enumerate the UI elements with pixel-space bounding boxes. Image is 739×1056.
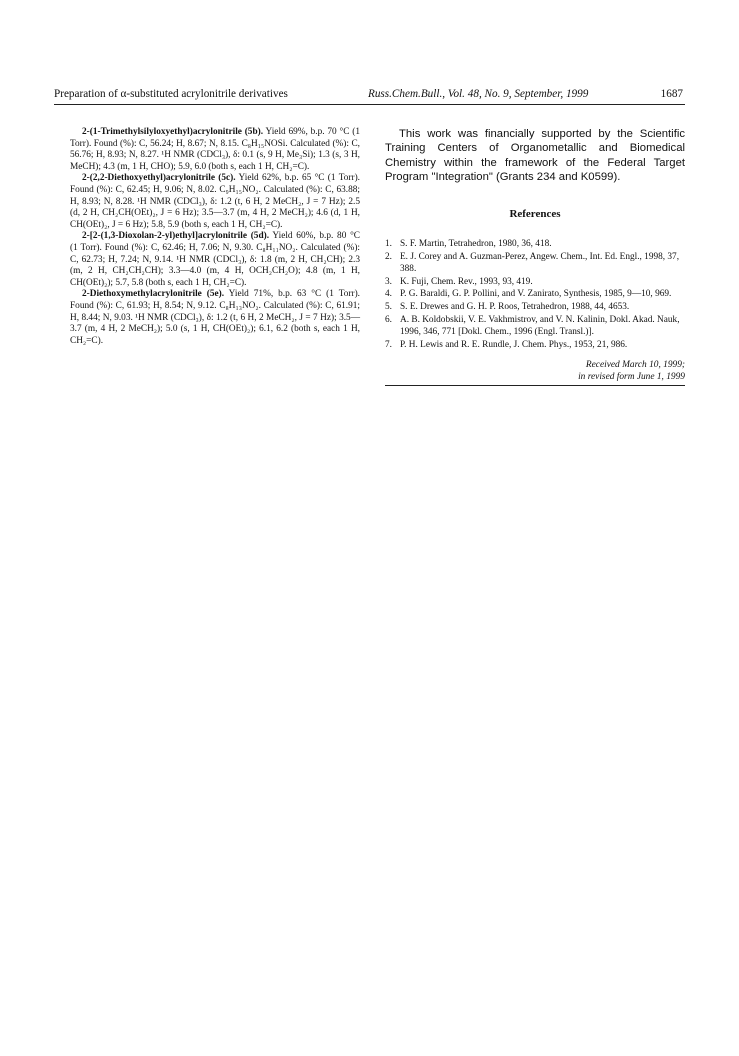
reference-number: 6. bbox=[385, 315, 392, 325]
reference-item bbox=[385, 252, 685, 276]
reference-item bbox=[385, 340, 685, 352]
compound-5c bbox=[70, 173, 360, 231]
reference-text: K. Fuji, Chem. Rev., 1993, 93, 419. bbox=[400, 276, 533, 287]
acknowledgment: This work was financially supported by the Scientific Training Centers of Organometallic and Biomedical Chemistry within the framework of the Federal Target Program "Integration" (Grants 234 and K0599). bbox=[385, 128, 685, 184]
running-header bbox=[54, 88, 685, 105]
revised-line: in revised form June 1, 1999 bbox=[578, 372, 685, 383]
reference-text: S. F. Martin, Tetrahedron, 1980, 36, 418. bbox=[400, 239, 552, 250]
compound-data: Yield 71%, b.p. 63 °C (1 Torr). Found (%): C, 61.93; H, 8.54; N, 9.12. C₈H₁₃NO₂. Calculated (%): C, 61.91; H, 8.44; N, 9.03. ¹H NMR (CDCl₃), δ: 1.2 (t, 6 H, 2 MeCH₂, J = 7 Hz); 3.5—3.7 (m, 4 H, 2 MeCH₂); 5.0 (s, 1 H, CH(OEt)₂); 6.1, 6.2 (both s, each 1 H, CH₂=C). bbox=[70, 289, 360, 346]
received-line: Received March 10, 1999; bbox=[585, 360, 685, 371]
references-heading: References bbox=[509, 207, 561, 220]
page-number: 1687 bbox=[660, 88, 683, 100]
compound-5d bbox=[70, 231, 360, 289]
compound-name: 2-(2,2-Diethoxyethyl)acrylonitrile (5c). bbox=[82, 173, 236, 184]
compound-5e bbox=[70, 289, 360, 347]
reference-number: 4. bbox=[385, 289, 392, 300]
end-rule bbox=[385, 385, 685, 386]
header-journal: Russ.Chem.Bull., Vol. 48, No. 9, September, 1999 bbox=[368, 88, 589, 100]
left-column bbox=[70, 127, 360, 347]
compound-data: Yield 60%, b.p. 80 °C (1 Torr). Found (%): C, 62.46; H, 7.06; N, 9.30. C₈H₁₁NO₂. Calculated (%): C, 62.73; H, 7.24; N, 9.14. ¹H NMR (CDCl₃), δ: 1.8 (m, 2 H, CH₂CH); 2.3 (m, 2 H, CH₂CH₂CH); 3.3—4.0 (m, 4 H, OCH₂CH₂O); 4.8 (m, 1 H, CH(OEt)₂); 5.7, 5.8 (both s, each 1 H, CH₂=C). bbox=[70, 231, 360, 288]
reference-text: S. E. Drewes and G. H. P. Roos, Tetrahedron, 1988, 44, 4653. bbox=[400, 302, 630, 313]
received-date bbox=[385, 359, 685, 383]
reference-item bbox=[385, 302, 685, 314]
reference-text: E. J. Corey and A. Guzman-Perez, Angew. Chem., Int. Ed. Engl., 1998, 37, 388. bbox=[400, 252, 680, 274]
compound-name: 2-Diethoxymethylacrylonitrile (5e). bbox=[82, 289, 225, 300]
compound-data: Yield 62%, b.p. 65 °C (1 Torr). Found (%): C, 62.45; H, 9.06; N, 8.02. C₉H₁₅NO₂. Calculated (%): C, 63.88; H, 8.93; N, 8.28. ¹H NMR (CDCl₃), δ: 1.2 (t, 6 H, 2 MeCH₂, J = 7 Hz); 2.5 (d, 2 H, CH₂CH(OEt)₂, J = 6 Hz); 3.5—3.7 (m, 4 H, 2 MeCH₂); 4.6 (d, 1 H, CH(OEt)₂, J = 6 Hz); 5.8, 5.9 (both s, each 1 H, CH₂=C). bbox=[70, 173, 360, 230]
right-column bbox=[385, 127, 685, 386]
reference-item bbox=[385, 277, 685, 289]
compound-name: 2-[2-(1,3-Dioxolan-2-yl)ethyl]acrylonitrile (5d). bbox=[82, 231, 270, 242]
compound-data: Yield 69%, b.p. 70 °C (1 Torr). Found (%): C, 56.24; H, 8.67; N, 8.15. C₈H₁₅NOSi. Calculated (%): C, 56.76; H, 8.93; N, 8.27. ¹H NMR (CDCl₃), δ: 0.1 (s, 9 H, Me₃Si); 1.3 (s, 3 H, MeCH); 4.3 (m, 1 H, CHO); 5.9, 6.0 (both s, each 1 H, CH₂=C). bbox=[70, 127, 360, 172]
reference-number: 1. bbox=[385, 239, 392, 250]
reference-item bbox=[385, 289, 685, 301]
header-title: Preparation of α-substituted acrylonitrile derivatives bbox=[54, 88, 288, 100]
reference-number: 5. bbox=[385, 302, 392, 313]
reference-item bbox=[385, 239, 685, 251]
reference-text: P. H. Lewis and R. E. Rundle, J. Chem. Phys., 1953, 21, 986. bbox=[400, 339, 628, 350]
reference-text: P. G. Baraldi, G. P. Pollini, and V. Zanirato, Synthesis, 1985, 9—10, 969. bbox=[400, 289, 672, 300]
reference-text: A. B. Koldobskii, V. E. Vakhmistrov, and V. N. Kalinin, Dokl. Akad. Nauk, 1996, 346, 771 [Dokl. Chem., 1996 (Engl. Transl.)]. bbox=[400, 315, 680, 337]
reference-list bbox=[385, 239, 685, 351]
reference-number: 7. bbox=[385, 339, 392, 350]
compound-5b bbox=[70, 127, 360, 173]
compound-name: 2-(1-Trimethylsilyloxyethyl)acrylonitrile (5b). bbox=[82, 127, 264, 137]
reference-number: 2. bbox=[385, 252, 392, 263]
reference-item bbox=[385, 315, 685, 339]
reference-number: 3. bbox=[385, 276, 392, 287]
